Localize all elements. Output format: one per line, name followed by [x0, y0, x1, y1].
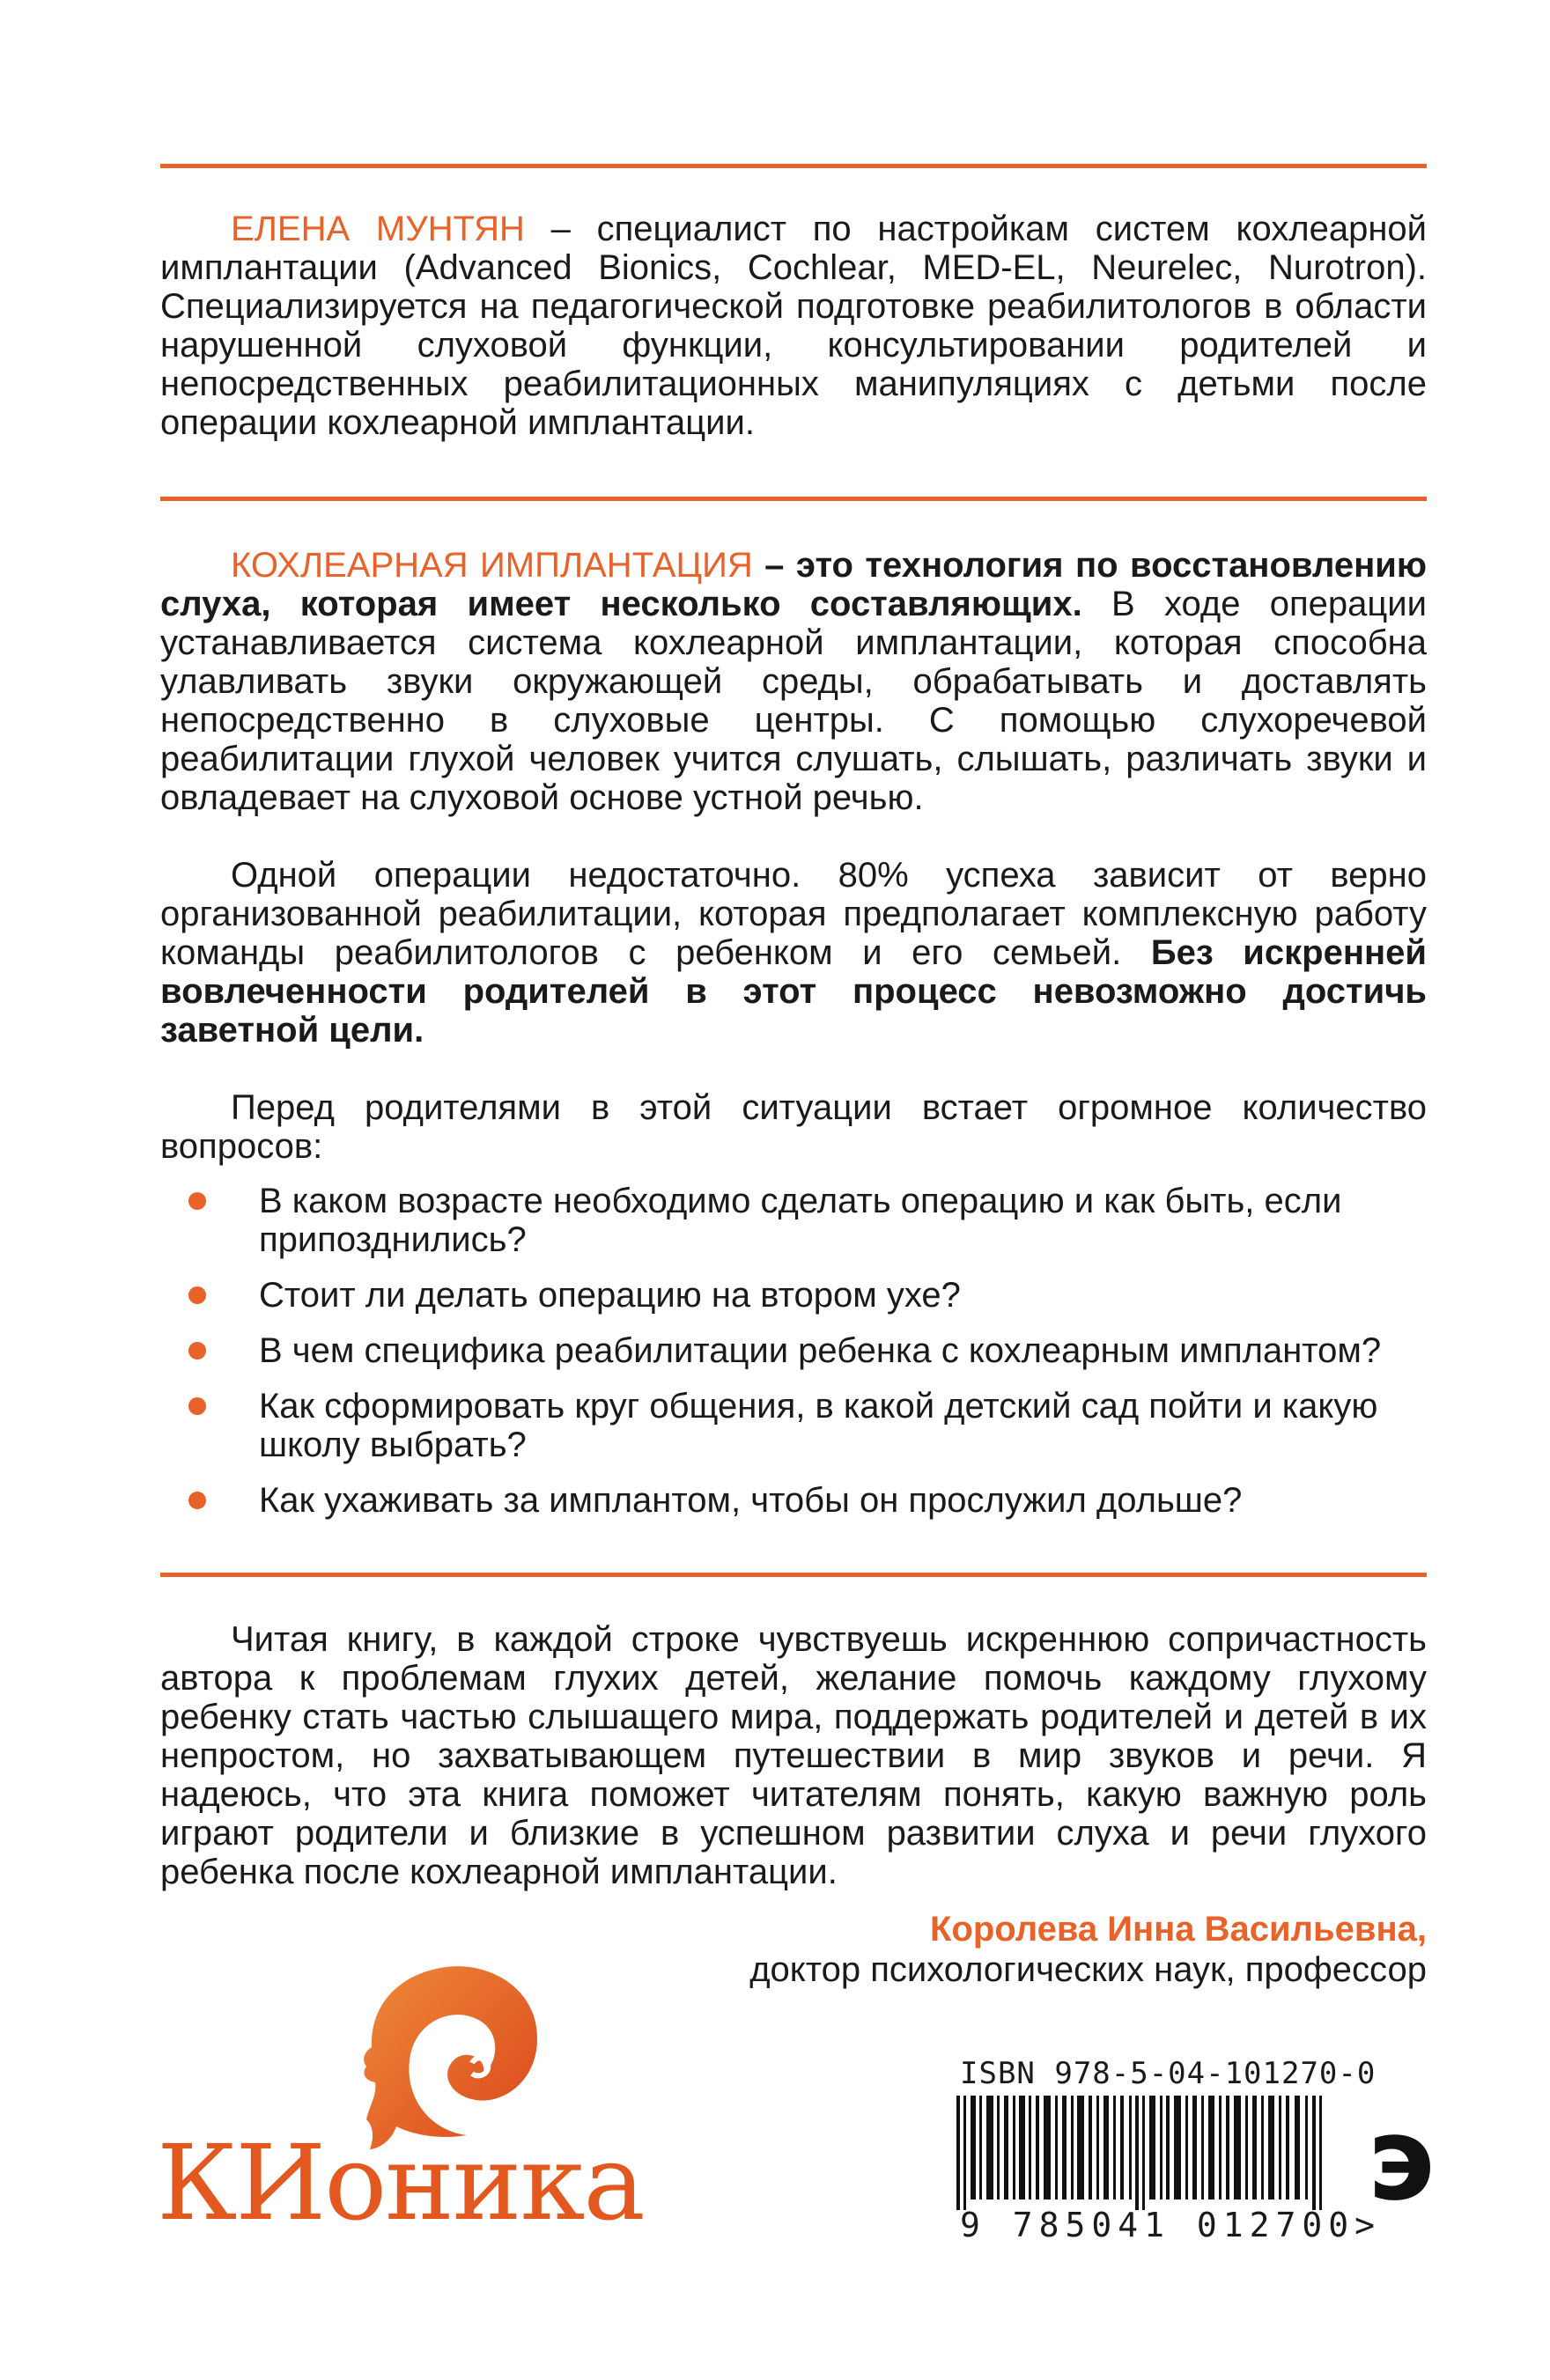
- isbn-label: ISBN 978-5-04-101270-0: [960, 2056, 1377, 2091]
- divider-3: [160, 1573, 1427, 1577]
- divider-top: [160, 164, 1427, 168]
- description-rest: В ходе операции устанавливается система кохлеарной имплантации, которая способна улавливать звуки окружающей среды, обрабатывать и доставлять непосредственно в слуховые центры. С помощью слухоречевой реабилитации глухой человек учится слушать, слышать, различать звуки и овладевает на слуховой основе устной речью.: [160, 585, 1427, 817]
- reviewer-name: Королева Инна Васильевна,: [929, 1910, 1427, 1949]
- description-para-2: Одной операции недостаточно. 80% успеха зависит от верно организованной реабилитации, которая предполагает комплексную работу команды реабилитологов с ребенком и его семьей. Без искренней вовлеченности родителей в этот процесс невозможно достичь заветной цели.: [160, 856, 1427, 1050]
- barcode: [956, 2096, 1335, 2210]
- list-item: Как ухаживать за имплантом, чтобы он прослужил дольше?: [160, 1481, 1427, 1520]
- list-item: Стоит ли делать операцию на втором ухе?: [160, 1276, 1427, 1315]
- term-heading: КОХЛЕАРНАЯ ИМПЛАНТАЦИЯ: [231, 546, 753, 585]
- divider-2: [160, 497, 1427, 501]
- author-bio: [160, 210, 1427, 442]
- list-item: В каком возрасте необходимо сделать операцию и как быть, если припозднились?: [160, 1182, 1427, 1259]
- author-bio-text: – специалист по настройкам систем кохлеарной имплантации (Advanced Bionics, Cochlear, MED-EL, Neurelec, Nurotron). Специализируется на педагогической подготовке реабилитологов в области нарушенной слуховой функции, консультировании родителей и непосредственных реабилитационных манипуляциях с детьми после операции кохлеарной имплантации.: [160, 210, 1428, 442]
- barcode-digits: 9 785041 012700>: [960, 2206, 1382, 2244]
- description: [160, 546, 1427, 1536]
- list-item: В чем специфика реабилитации ребенка с кохлеарным имплантом?: [160, 1331, 1427, 1370]
- questions-intro: Перед родителями в этой ситуации встает огромное количество вопросов:: [160, 1088, 1427, 1166]
- description-lead: – это технология по восстановлению слуха, которая имеет несколько составляющих.: [160, 546, 1428, 623]
- author-name: ЕЛЕНА МУНТЯН: [231, 210, 525, 248]
- reviewer-signature: [749, 1909, 1427, 1990]
- reviewer-title: доктор психологических наук, профессор: [749, 1950, 1427, 1989]
- list-item: Как сформировать круг общения, в какой детский сад пойти и какую школу выбрать?: [160, 1387, 1427, 1464]
- publisher-mark-glyph: э: [1367, 2100, 1436, 2223]
- review: [160, 1620, 1427, 1891]
- review-text: Читая книгу, в каждой строке чувствуешь искреннюю сопричастность автора к проблемам глухих детей, желание помочь каждому глухому ребенку стать частью слышащего мира, поддержать родителей и детей в их непростом, но захватывающем путешествии в мир звуков и речи. Я надеюсь, что эта книга поможет читателям понять, какую важную роль играют родители и близкие в успешном развитии слуха и речи глухого ребенка после кохлеарной имплантации.: [160, 1620, 1427, 1891]
- description-para-1: [160, 546, 1427, 817]
- publisher-mark-icon: [1353, 2100, 1450, 2223]
- questions-list: [160, 1182, 1427, 1520]
- kionika-wordmark: КИоника: [157, 2122, 644, 2244]
